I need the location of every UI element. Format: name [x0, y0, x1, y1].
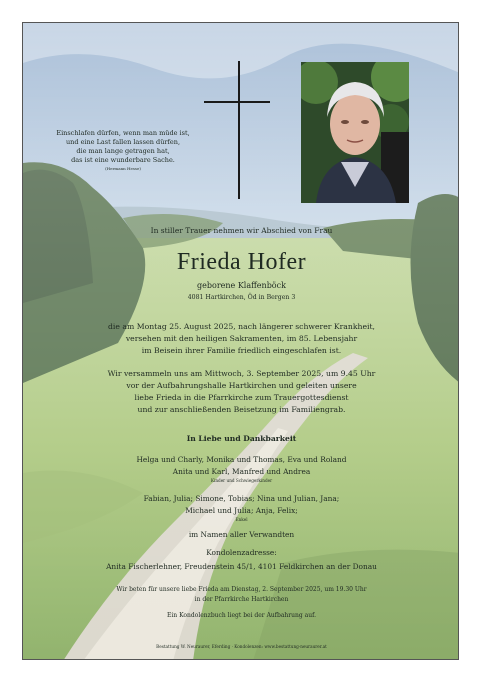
poem-line: die man lange getragen hat,: [76, 147, 170, 155]
poem: [43, 129, 203, 173]
poem-line: Einschlafen dürfen, wenn man müde ist,: [56, 129, 190, 137]
funeral-paragraph: [63, 368, 420, 416]
footer-funeral-home: Bestattung W. Neuraurer, Eferding · Kondolenzen: www.bestattung-neuraurer.at: [156, 644, 327, 649]
poem-author: (Hermann Hesse): [105, 166, 141, 171]
family-children: [63, 454, 420, 484]
kondolenz-address: Anita Fischerlehner, Freudenstein 45/1, 4101 Feldkirchen an der Donau: [106, 562, 377, 571]
condolence-book-note: Ein Kondolenzbuch liegt bei der Aufbahrung auf.: [167, 612, 316, 619]
family-note: Kinder und Schwiegerkinder: [210, 478, 273, 483]
death-notice-paragraph: [63, 321, 420, 357]
text-line: die am Montag 25. August 2025, nach längerer schwerer Krankheit,: [108, 322, 375, 331]
prayer-notice: [63, 585, 420, 604]
text-line: vor der Aufbahrungshalle Hartkirchen und geleiten unsere: [126, 381, 357, 390]
text-line: Helga und Charly, Monika und Thomas, Eva und Roland: [136, 455, 347, 464]
intro-text: In stiller Trauer nehmen wir Abschied von Frau: [150, 226, 333, 235]
text-line: Wir versammeln uns am Mittwoch, 3. September 2025, um 9.45 Uhr: [107, 369, 376, 378]
family-note: Enkel: [235, 517, 248, 522]
maiden-name: geborene Klaffenböck: [197, 281, 286, 290]
text-line: Anita und Karl, Manfred und Andrea: [172, 466, 311, 476]
family-grandchildren: [63, 493, 420, 523]
cross-icon-bar: [204, 101, 270, 103]
text-line: Wir beten für unsere liebe Frieda am Dienstag, 2. September 2025, um 19.30 Uhr: [116, 586, 367, 593]
text-line: liebe Frieda in die Pfarrkirche zum Trauergottesdienst: [134, 393, 349, 402]
relatives-text: im Namen aller Verwandten: [188, 530, 295, 539]
text-line: Michael und Julia; Anja, Felix;: [185, 505, 298, 515]
love-heading: In Liebe und Dankbarkeit: [186, 434, 297, 443]
poem-line: und eine Last fallen lassen dürfen,: [65, 138, 181, 146]
deceased-name: Frieda Hofer: [176, 249, 307, 275]
cross-icon: [238, 61, 240, 199]
text-line: im Beisein ihrer Familie friedlich eingeschlafen ist.: [141, 346, 342, 355]
portrait-photo: [301, 62, 409, 203]
text-line: Fabian, Julia; Simone, Tobias; Nina und Julian, Jana;: [143, 494, 340, 503]
text-line: versehen mit den heiligen Sakramenten, im 85. Lebensjahr: [125, 334, 358, 343]
kondolenz-label: Kondolenzadresse:: [206, 548, 277, 557]
text-line: und zur anschließenden Beisetzung im Familiengrab.: [137, 405, 346, 414]
deceased-address: 4081 Hartkirchen, Öd in Bergen 3: [187, 294, 296, 301]
obituary-card: [22, 22, 459, 660]
poem-line: das ist eine wunderbare Sache.: [71, 156, 175, 164]
text-line: in der Pfarrkirche Hartkirchen: [194, 595, 289, 603]
